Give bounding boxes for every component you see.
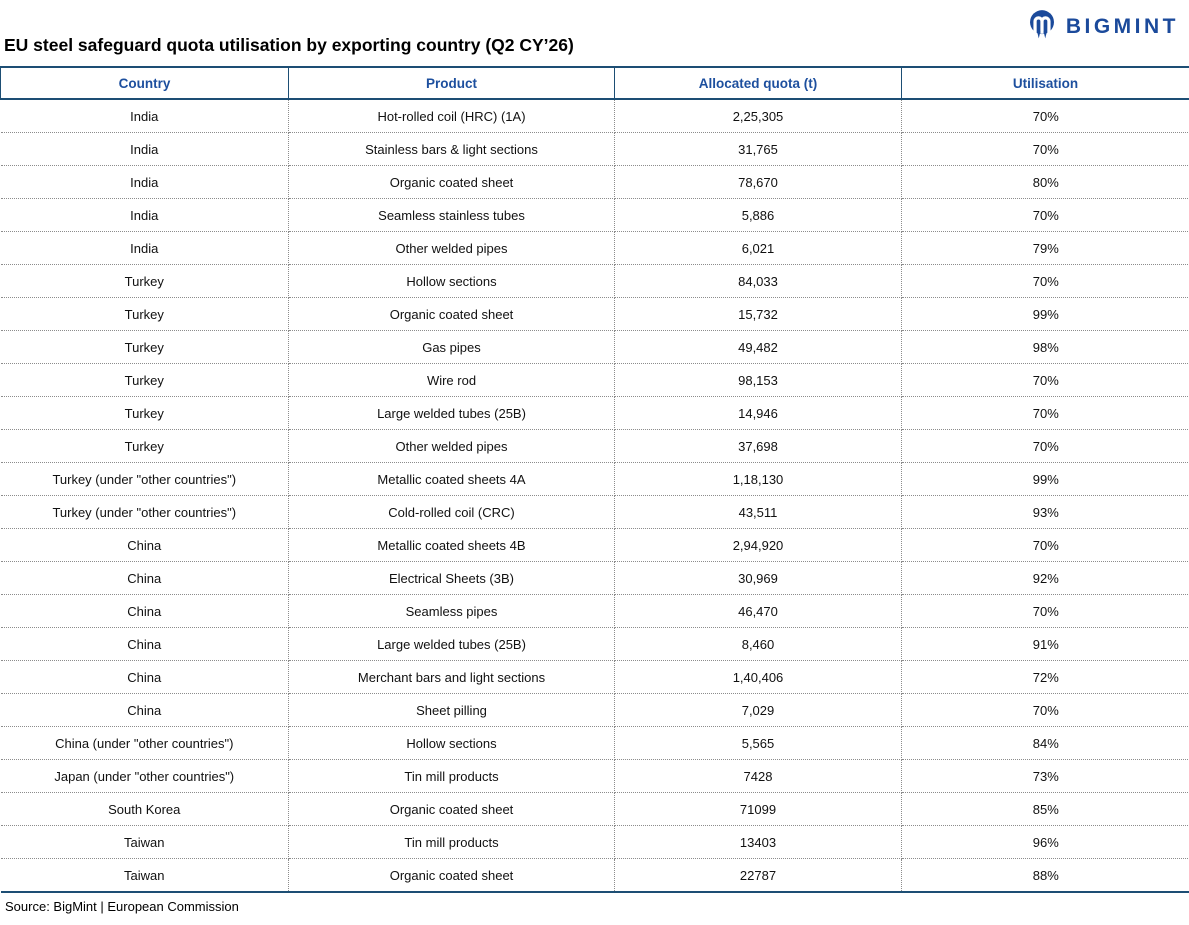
cell-quota: 7428 bbox=[615, 760, 902, 793]
cell-utilisation: 70% bbox=[902, 199, 1189, 232]
cell-quota: 30,969 bbox=[615, 562, 902, 595]
cell-product: Large welded tubes (25B) bbox=[289, 628, 615, 661]
cell-product: Merchant bars and light sections bbox=[289, 661, 615, 694]
table-row bbox=[1, 133, 1189, 166]
cell-utilisation: 70% bbox=[902, 529, 1189, 562]
cell-country: India bbox=[1, 99, 289, 133]
cell-country: China bbox=[1, 661, 289, 694]
cell-product: Seamless stainless tubes bbox=[289, 199, 615, 232]
column-header-product: Product bbox=[289, 67, 615, 99]
cell-product: Metallic coated sheets 4B bbox=[289, 529, 615, 562]
cell-utilisation: 84% bbox=[902, 727, 1189, 760]
table-row bbox=[1, 331, 1189, 364]
cell-product: Electrical Sheets (3B) bbox=[289, 562, 615, 595]
cell-quota: 15,732 bbox=[615, 298, 902, 331]
cell-product: Seamless pipes bbox=[289, 595, 615, 628]
cell-quota: 6,021 bbox=[615, 232, 902, 265]
cell-product: Hollow sections bbox=[289, 727, 615, 760]
cell-quota: 22787 bbox=[615, 859, 902, 893]
cell-quota: 14,946 bbox=[615, 397, 902, 430]
cell-country: Turkey (under "other countries") bbox=[1, 496, 289, 529]
cell-country: China bbox=[1, 562, 289, 595]
cell-quota: 84,033 bbox=[615, 265, 902, 298]
cell-utilisation: 91% bbox=[902, 628, 1189, 661]
table-row bbox=[1, 496, 1189, 529]
cell-country: India bbox=[1, 166, 289, 199]
cell-country: China bbox=[1, 694, 289, 727]
bigmint-owl-icon bbox=[1025, 7, 1059, 45]
cell-country: Turkey bbox=[1, 265, 289, 298]
cell-quota: 43,511 bbox=[615, 496, 902, 529]
cell-utilisation: 70% bbox=[902, 430, 1189, 463]
cell-utilisation: 72% bbox=[902, 661, 1189, 694]
cell-product: Organic coated sheet bbox=[289, 859, 615, 893]
table-row bbox=[1, 628, 1189, 661]
table-row bbox=[1, 166, 1189, 199]
table-row bbox=[1, 364, 1189, 397]
cell-utilisation: 70% bbox=[902, 265, 1189, 298]
cell-quota: 49,482 bbox=[615, 331, 902, 364]
cell-quota: 98,153 bbox=[615, 364, 902, 397]
cell-utilisation: 70% bbox=[902, 99, 1189, 133]
table-row bbox=[1, 595, 1189, 628]
logo-text: BIGMINT bbox=[1065, 14, 1179, 38]
cell-quota: 1,40,406 bbox=[615, 661, 902, 694]
cell-quota: 5,886 bbox=[615, 199, 902, 232]
cell-country: Turkey bbox=[1, 364, 289, 397]
cell-utilisation: 70% bbox=[902, 595, 1189, 628]
cell-product: Tin mill products bbox=[289, 760, 615, 793]
table-row bbox=[1, 199, 1189, 232]
cell-utilisation: 85% bbox=[902, 793, 1189, 826]
table-row bbox=[1, 265, 1189, 298]
cell-quota: 7,029 bbox=[615, 694, 902, 727]
cell-utilisation: 70% bbox=[902, 397, 1189, 430]
cell-utilisation: 93% bbox=[902, 496, 1189, 529]
cell-utilisation: 98% bbox=[902, 331, 1189, 364]
cell-utilisation: 70% bbox=[902, 364, 1189, 397]
cell-country: Turkey (under "other countries") bbox=[1, 463, 289, 496]
cell-product: Organic coated sheet bbox=[289, 298, 615, 331]
table-row bbox=[1, 463, 1189, 496]
cell-product: Metallic coated sheets 4A bbox=[289, 463, 615, 496]
cell-quota: 5,565 bbox=[615, 727, 902, 760]
cell-country: China (under "other countries") bbox=[1, 727, 289, 760]
cell-country: China bbox=[1, 529, 289, 562]
cell-utilisation: 92% bbox=[902, 562, 1189, 595]
cell-product: Sheet pilling bbox=[289, 694, 615, 727]
table-row bbox=[1, 298, 1189, 331]
table-row bbox=[1, 99, 1189, 133]
source-note: Source: BigMint | European Commission bbox=[5, 899, 239, 914]
cell-product: Large welded tubes (25B) bbox=[289, 397, 615, 430]
cell-quota: 13403 bbox=[615, 826, 902, 859]
cell-country: Taiwan bbox=[1, 826, 289, 859]
cell-quota: 8,460 bbox=[615, 628, 902, 661]
table-row bbox=[1, 661, 1189, 694]
cell-quota: 78,670 bbox=[615, 166, 902, 199]
table-row bbox=[1, 859, 1189, 893]
table-row bbox=[1, 760, 1189, 793]
cell-product: Organic coated sheet bbox=[289, 166, 615, 199]
cell-country: Turkey bbox=[1, 430, 289, 463]
table-row bbox=[1, 430, 1189, 463]
cell-quota: 46,470 bbox=[615, 595, 902, 628]
table-row bbox=[1, 694, 1189, 727]
table-row bbox=[1, 529, 1189, 562]
table-header bbox=[1, 67, 1189, 99]
cell-quota: 2,25,305 bbox=[615, 99, 902, 133]
cell-country: China bbox=[1, 628, 289, 661]
cell-country: South Korea bbox=[1, 793, 289, 826]
cell-utilisation: 70% bbox=[902, 694, 1189, 727]
column-header-utilisation: Utilisation bbox=[902, 67, 1189, 99]
cell-product: Hollow sections bbox=[289, 265, 615, 298]
cell-utilisation: 70% bbox=[902, 133, 1189, 166]
cell-product: Gas pipes bbox=[289, 331, 615, 364]
table-row bbox=[1, 232, 1189, 265]
cell-country: India bbox=[1, 199, 289, 232]
cell-product: Tin mill products bbox=[289, 826, 615, 859]
cell-quota: 37,698 bbox=[615, 430, 902, 463]
cell-product: Stainless bars & light sections bbox=[289, 133, 615, 166]
cell-country: Japan (under "other countries") bbox=[1, 760, 289, 793]
cell-country: Turkey bbox=[1, 397, 289, 430]
cell-utilisation: 88% bbox=[1032, 867, 1059, 883]
table-row bbox=[1, 397, 1189, 430]
cell-quota: 31,765 bbox=[615, 133, 902, 166]
cell-product: Other welded pipes bbox=[289, 232, 615, 265]
cell-quota: 2,94,920 bbox=[615, 529, 902, 562]
cell-utilisation: 99% bbox=[902, 298, 1189, 331]
cell-product: Other welded pipes bbox=[289, 430, 615, 463]
cell-quota: 71099 bbox=[615, 793, 902, 826]
cell-country: Taiwan bbox=[1, 859, 289, 893]
table-row bbox=[1, 562, 1189, 595]
cell-utilisation: 73% bbox=[902, 760, 1189, 793]
cell-country: India bbox=[1, 232, 289, 265]
cell-product: Wire rod bbox=[289, 364, 615, 397]
bigmint-logo bbox=[1025, 7, 1179, 45]
cell-country: Turkey bbox=[1, 331, 289, 364]
table-body bbox=[1, 99, 1189, 892]
cell-country: India bbox=[1, 133, 289, 166]
cell-country: Turkey bbox=[1, 298, 289, 331]
cell-utilisation: 79% bbox=[902, 232, 1189, 265]
cell-product: Hot-rolled coil (HRC) (1A) bbox=[289, 99, 615, 133]
column-header-allocated-quota: Allocated quota (t) bbox=[615, 67, 902, 99]
cell-product: Organic coated sheet bbox=[289, 793, 615, 826]
table-row bbox=[1, 793, 1189, 826]
quota-table bbox=[0, 66, 1189, 893]
cell-product: Cold-rolled coil (CRC) bbox=[289, 496, 615, 529]
table-row bbox=[1, 826, 1189, 859]
cell-quota: 1,18,130 bbox=[615, 463, 902, 496]
column-header-country: Country bbox=[1, 67, 289, 99]
table-row bbox=[1, 727, 1189, 760]
page-title: EU steel safeguard quota utilisation by exporting country (Q2 CY’26) bbox=[4, 35, 574, 55]
cell-utilisation: 99% bbox=[902, 463, 1189, 496]
cell-country: China bbox=[1, 595, 289, 628]
cell-utilisation: 80% bbox=[902, 166, 1189, 199]
cell-utilisation: 96% bbox=[902, 826, 1189, 859]
